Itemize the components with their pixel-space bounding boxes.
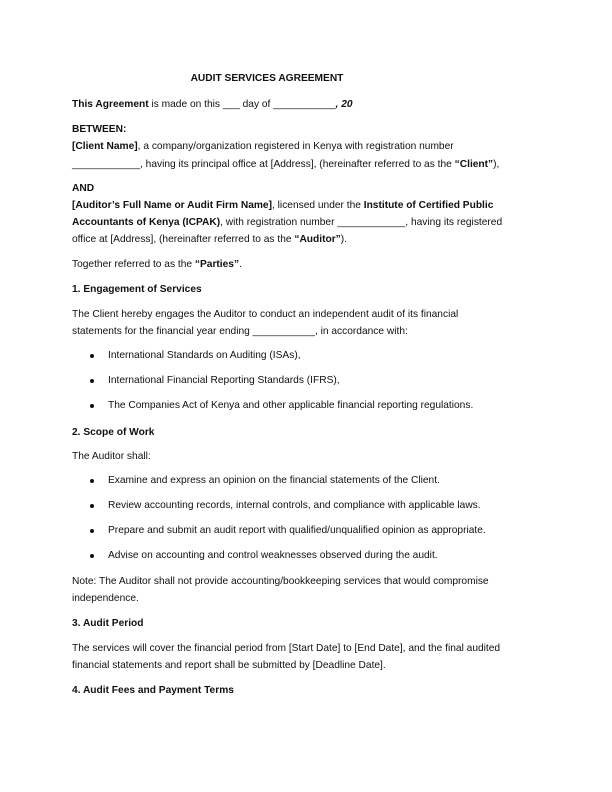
auditor-line-1: [Auditor’s Full Name or Audit Firm Name], licensed under the Institute of Certified Public bbox=[72, 200, 494, 211]
bullet-dot-icon bbox=[90, 554, 94, 558]
section-2-note-2: independence. bbox=[72, 593, 139, 604]
client-label: “Client” bbox=[454, 159, 494, 170]
client-line-2: ____________, having its principal office at [Address], (hereinafter referred to as the “Client”), bbox=[72, 159, 500, 170]
document-title: AUDIT SERVICES AGREEMENT bbox=[190, 73, 344, 84]
section-1-para-2: statements for the financial year ending ___________, in accordance with: bbox=[72, 326, 408, 337]
client-line-1: [Client Name], a company/organization registered in Kenya with registration number bbox=[72, 141, 454, 152]
list-item: International Financial Reporting Standards (IFRS), bbox=[72, 372, 542, 397]
section-2-note-1: Note: The Auditor shall not provide accounting/bookkeeping services that would compromise bbox=[72, 576, 489, 587]
intro-line bbox=[72, 96, 542, 114]
bullet-dot-icon bbox=[90, 479, 94, 483]
intro-text: is made on this ___ day of ___________ bbox=[148, 99, 336, 110]
institute-name-2: Accountants of Kenya (ICPAK) bbox=[72, 217, 221, 228]
list-item: Review accounting records, internal controls, and compliance with applicable laws. bbox=[72, 497, 542, 522]
section-2-bullet-list bbox=[72, 472, 542, 572]
bullet-dot-icon bbox=[90, 379, 94, 383]
section-3-heading: 3. Audit Period bbox=[72, 618, 144, 629]
auditor-line-2: Accountants of Kenya (ICPAK), with registration number ____________, having its registered bbox=[72, 217, 503, 228]
bullet-dot-icon bbox=[90, 504, 94, 508]
parties-line: Together referred to as the “Parties”. bbox=[72, 259, 242, 270]
client-name: [Client Name] bbox=[72, 141, 138, 152]
list-item: International Standards on Auditing (ISAs), bbox=[72, 347, 542, 372]
auditor-name: [Auditor’s Full Name or Audit Firm Name] bbox=[72, 200, 272, 211]
section-1-heading: 1. Engagement of Services bbox=[72, 284, 202, 295]
section-2-lead: The Auditor shall: bbox=[72, 451, 151, 462]
bullet-dot-icon bbox=[90, 354, 94, 358]
intro-year: , 20 bbox=[335, 99, 353, 110]
between-heading: BETWEEN: bbox=[72, 124, 127, 135]
section-1-para-1: The Client hereby engages the Auditor to conduct an independent audit of its financial bbox=[72, 309, 459, 320]
parties-label: “Parties” bbox=[194, 259, 240, 270]
section-1-bullet-list bbox=[72, 347, 542, 422]
section-3-para-1: The services will cover the financial period from [Start Date] to [End Date], and the final audited bbox=[72, 643, 501, 654]
institute-name-1: Institute of Certified Public bbox=[363, 200, 494, 211]
auditor-label: “Auditor” bbox=[294, 234, 341, 245]
list-item: Prepare and submit an audit report with qualified/unqualified opinion as appropriate. bbox=[72, 522, 542, 547]
intro-bold: This Agreement bbox=[72, 99, 149, 110]
bullet-dot-icon bbox=[90, 529, 94, 533]
auditor-line-3: office at [Address], (hereinafter referred to as the “Auditor”). bbox=[72, 234, 347, 245]
section-3-para-2: financial statements and report shall be submitted by [Deadline Date]. bbox=[72, 660, 386, 671]
bullet-dot-icon bbox=[90, 404, 94, 408]
section-2-heading: 2. Scope of Work bbox=[72, 427, 155, 438]
section-4-heading: 4. Audit Fees and Payment Terms bbox=[72, 685, 234, 696]
list-item: Examine and express an opinion on the financial statements of the Client. bbox=[72, 472, 542, 497]
list-item: Advise on accounting and control weaknesses observed during the audit. bbox=[72, 547, 542, 572]
and-heading: AND bbox=[72, 183, 95, 194]
list-item: The Companies Act of Kenya and other applicable financial reporting regulations. bbox=[72, 397, 542, 422]
